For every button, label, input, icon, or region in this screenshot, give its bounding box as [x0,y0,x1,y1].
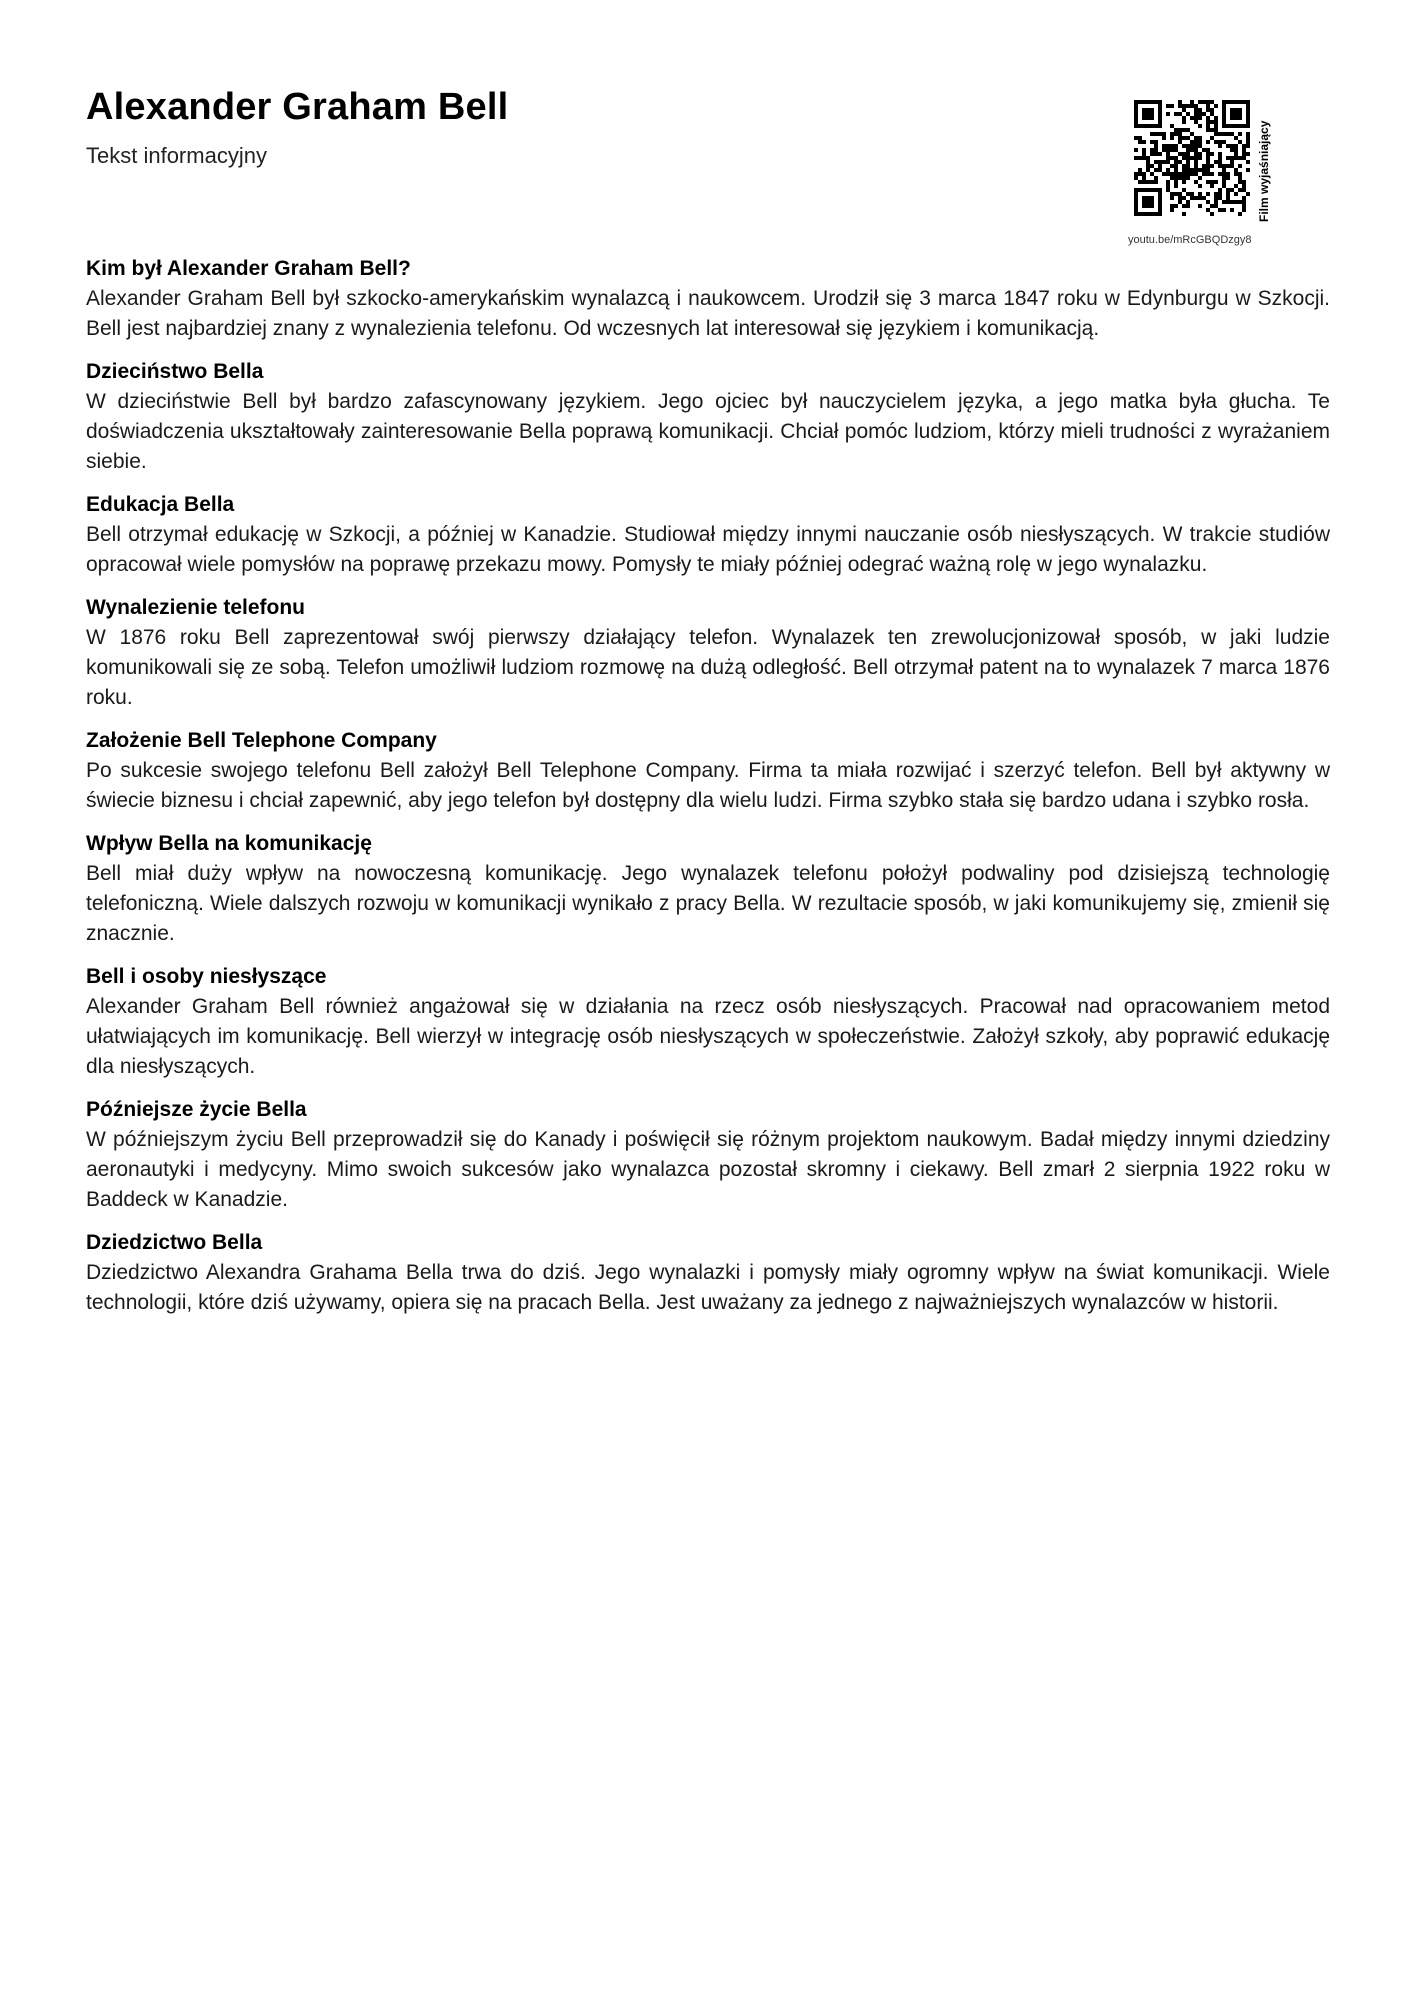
section-text: Bell miał duży wpływ na nowoczesną komunikację. Jego wynalazek telefonu położył podwaliny pod dzisiejszą technologię telefoniczną. Wiele dalszych rozwoju w komunikacji wynikało z pracy Bella. W rezultacie sposób, w jaki komunikujemy się, zmienił się znacznie. [86,862,1330,945]
section-childhood [86,357,1330,477]
page-subtitle: Tekst informacyjny [86,143,267,168]
section-heading: Wpływ Bella na komunikację [86,832,372,855]
section-education [86,490,1330,580]
section-heading: Bell i osoby niesłyszące [86,965,327,988]
section-text: Alexander Graham Bell również angażował się w działania na rzecz osób niesłyszących. Pracował nad opracowaniem metod ułatwiających im komunikację. Bell wierzył w integrację osób niesłyszących w społeczeństwie. Założył szkoły, aby poprawić edukację dla niesłyszących. [86,995,1330,1078]
section-company [86,726,1330,816]
section-heading: Dzieciństwo Bella [86,360,264,383]
section-heading: Wynalezienie telefonu [86,596,305,619]
section-text: W późniejszym życiu Bell przeprowadził się do Kanady i poświęcił się różnym projektom naukowym. Badał między innymi dziedziny aeronautyki i medycyny. Mimo swoich sukcesów jako wynalazca pozostał skromny i ciekawy. Bell zmarł 2 sierpnia 1922 roku w Baddeck w Kanadzie. [86,1128,1330,1211]
section-heading: Edukacja Bella [86,493,235,516]
section-deaf [86,962,1330,1082]
section-text: Alexander Graham Bell był szkocko-amerykańskim wynalazcą i naukowcem. Urodził się 3 marca 1847 roku w Edynburgu w Szkocji. Bell jest najbardziej znany z wynalezienia telefonu. Od wczesnych lat interesował się językiem i komunikacją. [86,287,1330,340]
section-later-life [86,1095,1330,1215]
section-telephone-invention [86,593,1330,713]
section-heading: Dziedzictwo Bella [86,1231,263,1254]
qr-url[interactable]: youtu.be/mRcGBQDzgy8 [1128,234,1252,246]
section-heading: Założenie Bell Telephone Company [86,729,437,752]
section-text: Po sukcesie swojego telefonu Bell założył Bell Telephone Company. Firma ta miała rozwijać i szerzyć telefon. Bell był aktywny w świecie biznesu i chciał zapewnić, aby jego telefon był dostępny dla wielu ludzi. Firma szybko stała się bardzo udana i szybko rosła. [86,759,1330,812]
section-text: Dziedzictwo Alexandra Grahama Bella trwa do dziś. Jego wynalazki i pomysły miały ogromny wpływ na świat komunikacji. Wiele technologii, które dziś używamy, opiera się na pracach Bella. Jest uważany za jednego z najważniejszych wynalazców w historii. [86,1261,1330,1314]
section-impact [86,829,1330,949]
page-title: Alexander Graham Bell [86,86,509,128]
section-legacy [86,1228,1330,1318]
section-heading: Późniejsze życie Bella [86,1098,307,1121]
article-content [86,254,1330,1331]
qr-code-icon[interactable] [1134,100,1250,216]
section-text: W 1876 roku Bell zaprezentował swój pierwszy działający telefon. Wynalazek ten zrewolucjonizował sposób, w jaki ludzie komunikowali się ze sobą. Telefon umożliwił ludziom rozmowę na dużą odległość. Bell otrzymał patent na to wynalazek 7 marca 1876 roku. [86,626,1330,709]
qr-block [1128,96,1278,256]
section-text: Bell otrzymał edukację w Szkocji, a później w Kanadzie. Studiował między innymi nauczanie osób niesłyszących. W trakcie studiów opracował wiele pomysłów na poprawę przekazu mowy. Pomysły te miały później odegrać ważną rolę w jego wynalazku. [86,523,1330,576]
qr-label: Film wyjaśniający [1257,120,1271,222]
section-text: W dzieciństwie Bell był bardzo zafascynowany językiem. Jego ojciec był nauczycielem języka, a jego matka była głucha. Te doświadczenia ukształtowały zainteresowanie Bella poprawą komunikacji. Chciał pomóc ludziom, którzy mieli trudności z wyrażaniem siebie. [86,390,1330,473]
section-heading: Kim był Alexander Graham Bell? [86,257,411,280]
section-intro [86,254,1330,344]
